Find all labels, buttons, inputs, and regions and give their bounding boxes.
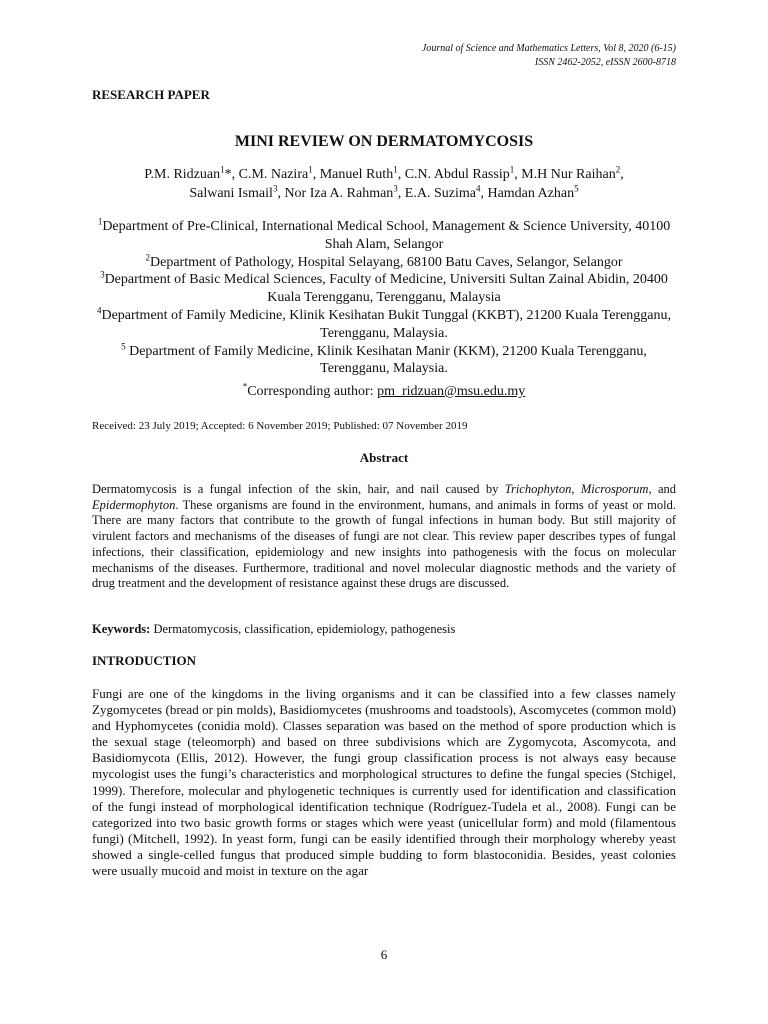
abstract-body: [92, 482, 676, 592]
page-number: 6: [380, 947, 388, 962]
corresponding-author: [92, 381, 676, 400]
author: C.N. Abdul Rassip: [404, 167, 510, 182]
abstract-text: and: [651, 482, 676, 496]
affiliation-text: Department of Pathology, Hospital Selayang, 68100 Batu Caves, Selangor, Selangor: [150, 254, 623, 270]
author: Nor Iza A. Rahman: [284, 186, 394, 201]
author-sep: ,: [312, 167, 320, 182]
abstract-text: . These organisms are found in the environment, humans, and animals in forms of yeast or mold. There are many factors that contribute to the growth of fungal infections in human body. But still majority of virulent factors and mechanisms of the diseases of fungi are not clear. This review paper describes types of fungal infections, their classification, epidemiology and new insights into pathogenesis with the focus on molecular mechanisms of the diseases. Furthermore, traditional and novel molecular diagnostic methods and the variety of drug treatment and the development of resistance against these drugs are discussed.: [92, 497, 676, 591]
affiliation: [92, 307, 676, 343]
keywords-text: Dermatomycosis, classification, epidemiology, pathogenesis: [150, 622, 456, 636]
paper-title: MINI REVIEW ON DERMATOMYCOSIS: [234, 133, 534, 150]
genus-name: Epidermophyton: [92, 497, 176, 512]
affiliation: [92, 340, 676, 379]
corresponding-email-link[interactable]: pm_ridzuan@msu.edu.my: [377, 384, 526, 399]
author-affil-mark: 3: [393, 183, 398, 194]
affiliation-text: Department of Pre-Clinical, International Medical School, Management & Science University, 40100 Shah Alam, Selangor: [102, 219, 671, 252]
author-sep: ,: [277, 186, 285, 201]
author-sep: ,: [397, 186, 405, 201]
author-affil-mark: 1: [220, 164, 225, 175]
paper-type-label: RESEARCH PAPER: [92, 87, 210, 102]
affiliation: [92, 251, 676, 272]
publication-dates: Received: 23 July 2019; Accepted: 6 November 2019; Published: 07 November 2019: [92, 420, 468, 432]
journal-citation: Journal of Science and Mathematics Letters, Vol 8, 2020 (6-15): [421, 43, 676, 54]
author: M.H Nur Raihan: [521, 167, 616, 182]
author-affil-mark: 1: [509, 164, 515, 175]
journal-header: [422, 42, 676, 70]
affiliation-number: 4: [96, 305, 102, 316]
affiliation-number: 2: [145, 251, 150, 262]
author-sep: *,: [224, 167, 239, 182]
affiliation-text: Department of Family Medicine, Klinik Kesihatan Bukit Tunggal (KKBT), 21200 Kuala Terengganu, Terengganu, Malaysia.: [101, 307, 672, 341]
affiliation: [92, 271, 676, 307]
author-sep: ,: [514, 167, 522, 182]
corresponding-mark: *: [242, 381, 248, 392]
genus-name: Microsporum,: [580, 482, 652, 496]
affiliation: [92, 218, 676, 254]
author: P.M. Ridzuan: [144, 167, 221, 182]
author-sep: ,: [620, 167, 624, 182]
author-affil-mark: 5: [574, 183, 579, 194]
author: Manuel Ruth: [319, 167, 394, 182]
introduction-body: Fungi are one of the kingdoms in the living organisms and it can be classified into a few classes namely Zygomycetes (bread or pin molds), Basidiomycetes (mushrooms and toadstools), Ascomycetes (common mold) and Hyphomycetes (conidia mold). Classes separation was based on the method of spore production which is the sexual stage (teleomorph) and based on three subdivisions which are Zygomycota, Ascomycota, and Basidiomycota (Ellis, 2012). However, the fungi group classification process is not always easy because mycologist uses the fungi’s characteristics and morphological structures to define the fungal species (Stchigel, 1999). Therefore, molecular and phylogenetic techniques is currently used for identification and classification of the fungi instead of morphological identification technique (Rodríguez-Tudela et al., 2008). Fungi can be categorized into two basic growth forms or stages which were yeast (unicellular form) and mold (filamentous fungi) (Mitchell, 1992). In yeast form, fungi can be easily identified through their morphology whereby yeast showed a single-celled fungus that produced simple budding to form blastoconidia. Besides, yeast colonies were usually mucoid and moist in texture on the agar: [92, 686, 676, 879]
author-sep: ,: [397, 167, 405, 182]
author-sep: ,: [480, 186, 488, 201]
author: Hamdan Azhan: [487, 186, 575, 201]
journal-issn: ISSN 2462-2052, eISSN 2600-8718: [534, 57, 676, 68]
abstract-text: Dermatomycosis is a fungal infection of the skin, hair, and nail caused by: [92, 482, 505, 496]
author: C.M. Nazira: [238, 167, 309, 182]
author-affil-mark: 4: [475, 183, 481, 194]
author-affil-mark: 1: [393, 164, 398, 175]
affiliation-number: 3: [100, 269, 105, 280]
affiliation-list: [92, 218, 676, 378]
corresponding-label: Corresponding author:: [247, 384, 378, 399]
keywords-label: Keywords:: [92, 622, 151, 636]
genus-name: Trichophyton: [504, 482, 572, 496]
abstract-text: ,: [571, 482, 581, 496]
author-affil-mark: 2: [615, 164, 621, 175]
keywords: [92, 622, 455, 637]
author: Salwani Ismail: [189, 186, 273, 201]
author-affil-mark: 3: [272, 183, 278, 194]
introduction-heading: INTRODUCTION: [92, 653, 197, 668]
abstract-heading: Abstract: [359, 450, 409, 465]
author: E.A. Suzima: [404, 186, 476, 201]
affiliation-text: Department of Basic Medical Sciences, Faculty of Medicine, Universiti Sultan Zainal Abidin, 20400 Kuala Terengganu, Terengganu, Malaysia: [104, 272, 668, 306]
affiliation-number: 5: [121, 340, 126, 351]
affiliation-text: Department of Family Medicine, Klinik Kesihatan Manir (KKM), 21200 Kuala Terengganu, Terengganu, Malaysia.: [125, 343, 647, 377]
author-affil-mark: 1: [308, 164, 313, 175]
affiliation-number: 1: [97, 216, 103, 227]
author-list: [92, 165, 676, 203]
